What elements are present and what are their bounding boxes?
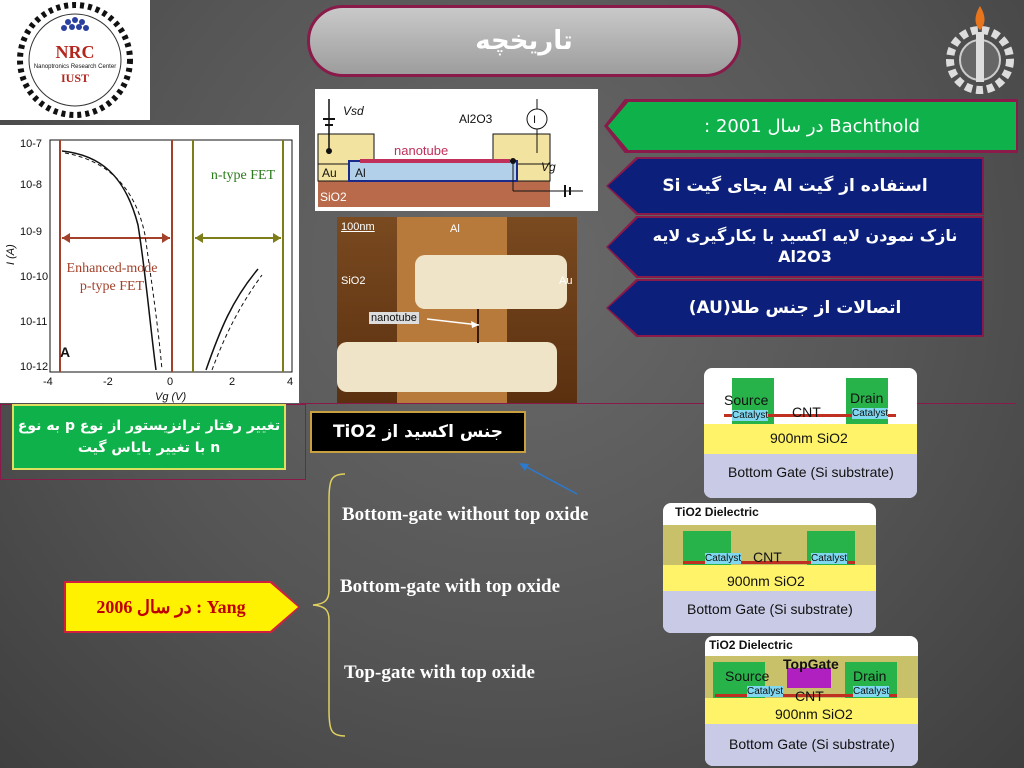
svg-text:-2: -2 xyxy=(103,376,113,388)
device-bottom-gate-no-oxide: Source Drain CNT Catalyst Catalyst 900nm SiO2 Bottom Gate (Si substrate) xyxy=(704,368,917,498)
svg-text:10-12: 10-12 xyxy=(20,361,49,373)
svg-text:Vsd: Vsd xyxy=(343,104,364,118)
svg-text:10-10: 10-10 xyxy=(20,271,49,283)
svg-text:10-11: 10-11 xyxy=(20,316,48,328)
svg-text:2: 2 xyxy=(229,376,236,388)
device-top-gate-oxide: TiO2 Dielectric TopGate Source Drain CNT Catalyst Catalyst 900nm SiO2 Bottom Gate (Si substrate) xyxy=(705,636,918,766)
option-bottom-gate-no-oxide: Bottom-gate without top oxide xyxy=(342,504,589,525)
page-title: تاریخچه xyxy=(307,5,741,77)
bachthold-label: Bachthold در سال 2001 : xyxy=(704,115,920,137)
bullet-1-text: استفاده از گیت Al بجای گیت Si xyxy=(662,175,928,196)
option-top-gate-oxide: Top-gate with top oxide xyxy=(344,662,535,683)
svg-text:I (A): I (A) xyxy=(5,244,17,265)
svg-text:Al: Al xyxy=(355,166,366,180)
svg-text:I: I xyxy=(533,114,537,126)
svg-text:NRC: NRC xyxy=(55,42,95,62)
university-emblem xyxy=(940,2,1020,100)
gear-torch-icon xyxy=(940,2,1020,100)
svg-text:Vg (V): Vg (V) xyxy=(155,391,187,403)
svg-text:Vg: Vg xyxy=(541,160,556,174)
svg-text:Nanoptronics Research Center: Nanoptronics Research Center xyxy=(33,64,117,70)
svg-text:SiO2: SiO2 xyxy=(320,190,347,204)
yang-label: Yang : در سال 2006 xyxy=(96,596,246,617)
svg-text:A: A xyxy=(60,344,71,360)
nrc-logo-graphic xyxy=(0,0,150,120)
svg-text:IUST: IUST xyxy=(60,71,90,85)
bullet-3-text: اتصالات از جنس طلا(AU) xyxy=(688,297,902,318)
p-to-n-note: تغییر رفتار ترانزیستور از نوع p به نوع n با تغییر بایاس گیت xyxy=(12,404,286,470)
svg-text:10-9: 10-9 xyxy=(20,226,43,238)
tio2-label: جنس اکسید از TiO2 xyxy=(310,411,526,453)
svg-text:10-7: 10-7 xyxy=(20,138,43,150)
bullet-2-text: نازک نمودن لایه اکسید با بکارگیری لایه Al2O3 xyxy=(652,226,958,266)
svg-text:10-8: 10-8 xyxy=(20,179,43,191)
pointer-arrow xyxy=(515,458,585,498)
svg-text:-4: -4 xyxy=(43,376,53,388)
svg-text:Al2O3: Al2O3 xyxy=(459,112,493,126)
svg-text:nanotube: nanotube xyxy=(394,143,449,158)
svg-text:0: 0 xyxy=(167,376,174,388)
afm-image: 100nm Al SiO2 Au nanotube xyxy=(337,217,577,403)
fet-schematic xyxy=(315,89,598,211)
nrc-logo xyxy=(0,0,150,120)
device-bottom-gate-oxide: TiO2 Dielectric CNT Catalyst Catalyst 900nm SiO2 Bottom Gate (Si substrate) xyxy=(663,503,876,633)
svg-text:Au: Au xyxy=(322,166,337,180)
iv-plot: 10-7 10-8 10-9 10-10 10-11 10-12 -4 -2 0 2 4 Vg (V) I (A) A n-type FET Enhanced-mode p-type FET xyxy=(0,125,299,403)
svg-text:4: 4 xyxy=(287,376,294,388)
option-bottom-gate-oxide: Bottom-gate with top oxide xyxy=(340,576,561,597)
